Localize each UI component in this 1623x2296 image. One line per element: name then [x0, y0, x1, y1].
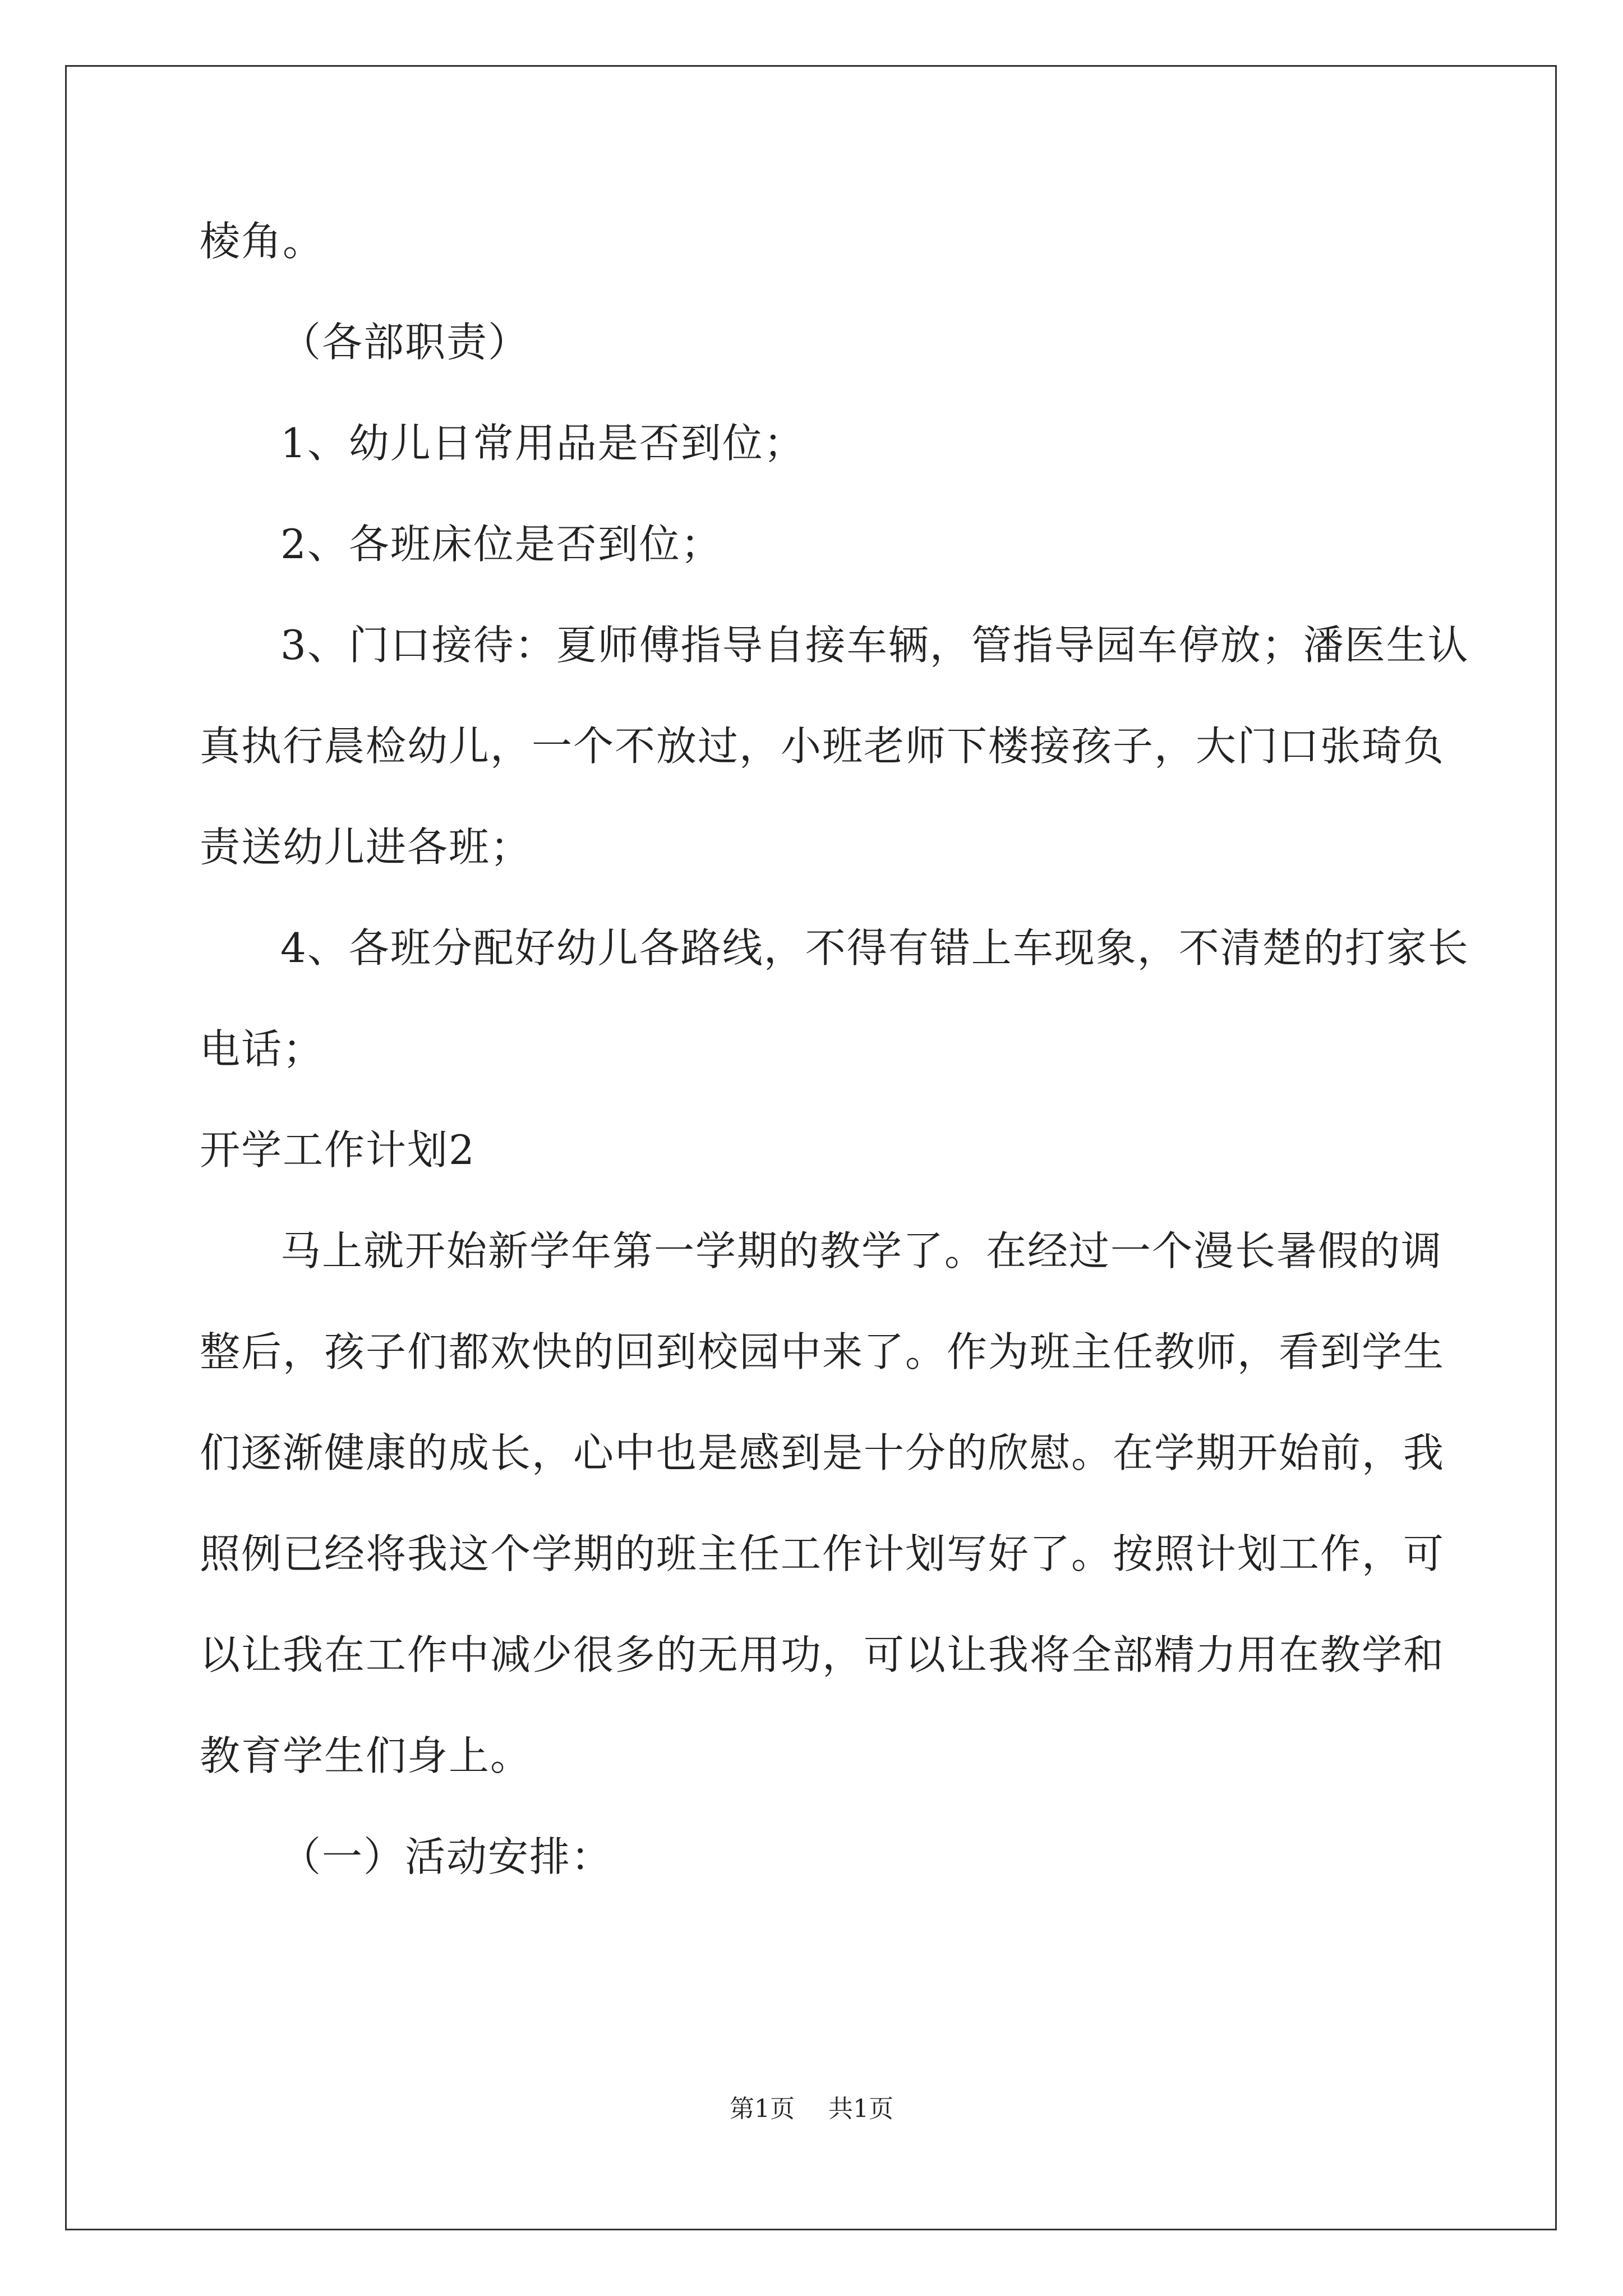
page-total: 共1页 [828, 2095, 893, 2123]
paragraph-line: 整后，孩子们都欢快的回到校园中来了。作为班主任教师，看到学生 [200, 1328, 1445, 1375]
list-item: 1、幼儿日常用品是否到位； [280, 420, 805, 467]
page-footer [0, 2092, 1623, 2126]
list-item: 4、各班分配好幼儿各路线，不得有错上车现象，不清楚的打家长 [280, 924, 1469, 972]
plan-title: 开学工作计划2 [200, 1126, 476, 1174]
text-line: 电话； [200, 1025, 325, 1073]
section-heading: （各部职责） [280, 319, 530, 366]
paragraph-line: 们逐渐健康的成长，心中也是感到是十分的欣慰。在学期开始前，我 [200, 1429, 1445, 1476]
document-body [200, 213, 1469, 1930]
paragraph-line: 以让我在工作中减少很多的无用功，可以让我将全部精力用在教学和 [200, 1631, 1445, 1678]
text-line: 棱角。 [200, 218, 325, 265]
section-heading: （一）活动安排： [280, 1833, 613, 1880]
paragraph-line: 马上就开始新学年第一学期的教学了。在经过一个漫长暑假的调 [280, 1227, 1443, 1274]
text-line: 责送幼儿进各班； [200, 823, 532, 871]
page-number: 第1页 [730, 2095, 795, 2123]
text-line: 真执行晨检幼儿，一个不放过，小班老师下楼接孩子，大门口张琦负 [200, 723, 1445, 770]
paragraph-line: 照例已经将我这个学期的班主任工作计划写好了。按照计划工作，可 [200, 1530, 1445, 1577]
list-item: 2、各班床位是否到位； [280, 521, 722, 568]
list-item: 3、门口接待：夏师傅指导自接车辆，管指导园车停放；潘医生认 [280, 622, 1469, 669]
paragraph-line: 教育学生们身上。 [200, 1732, 532, 1779]
